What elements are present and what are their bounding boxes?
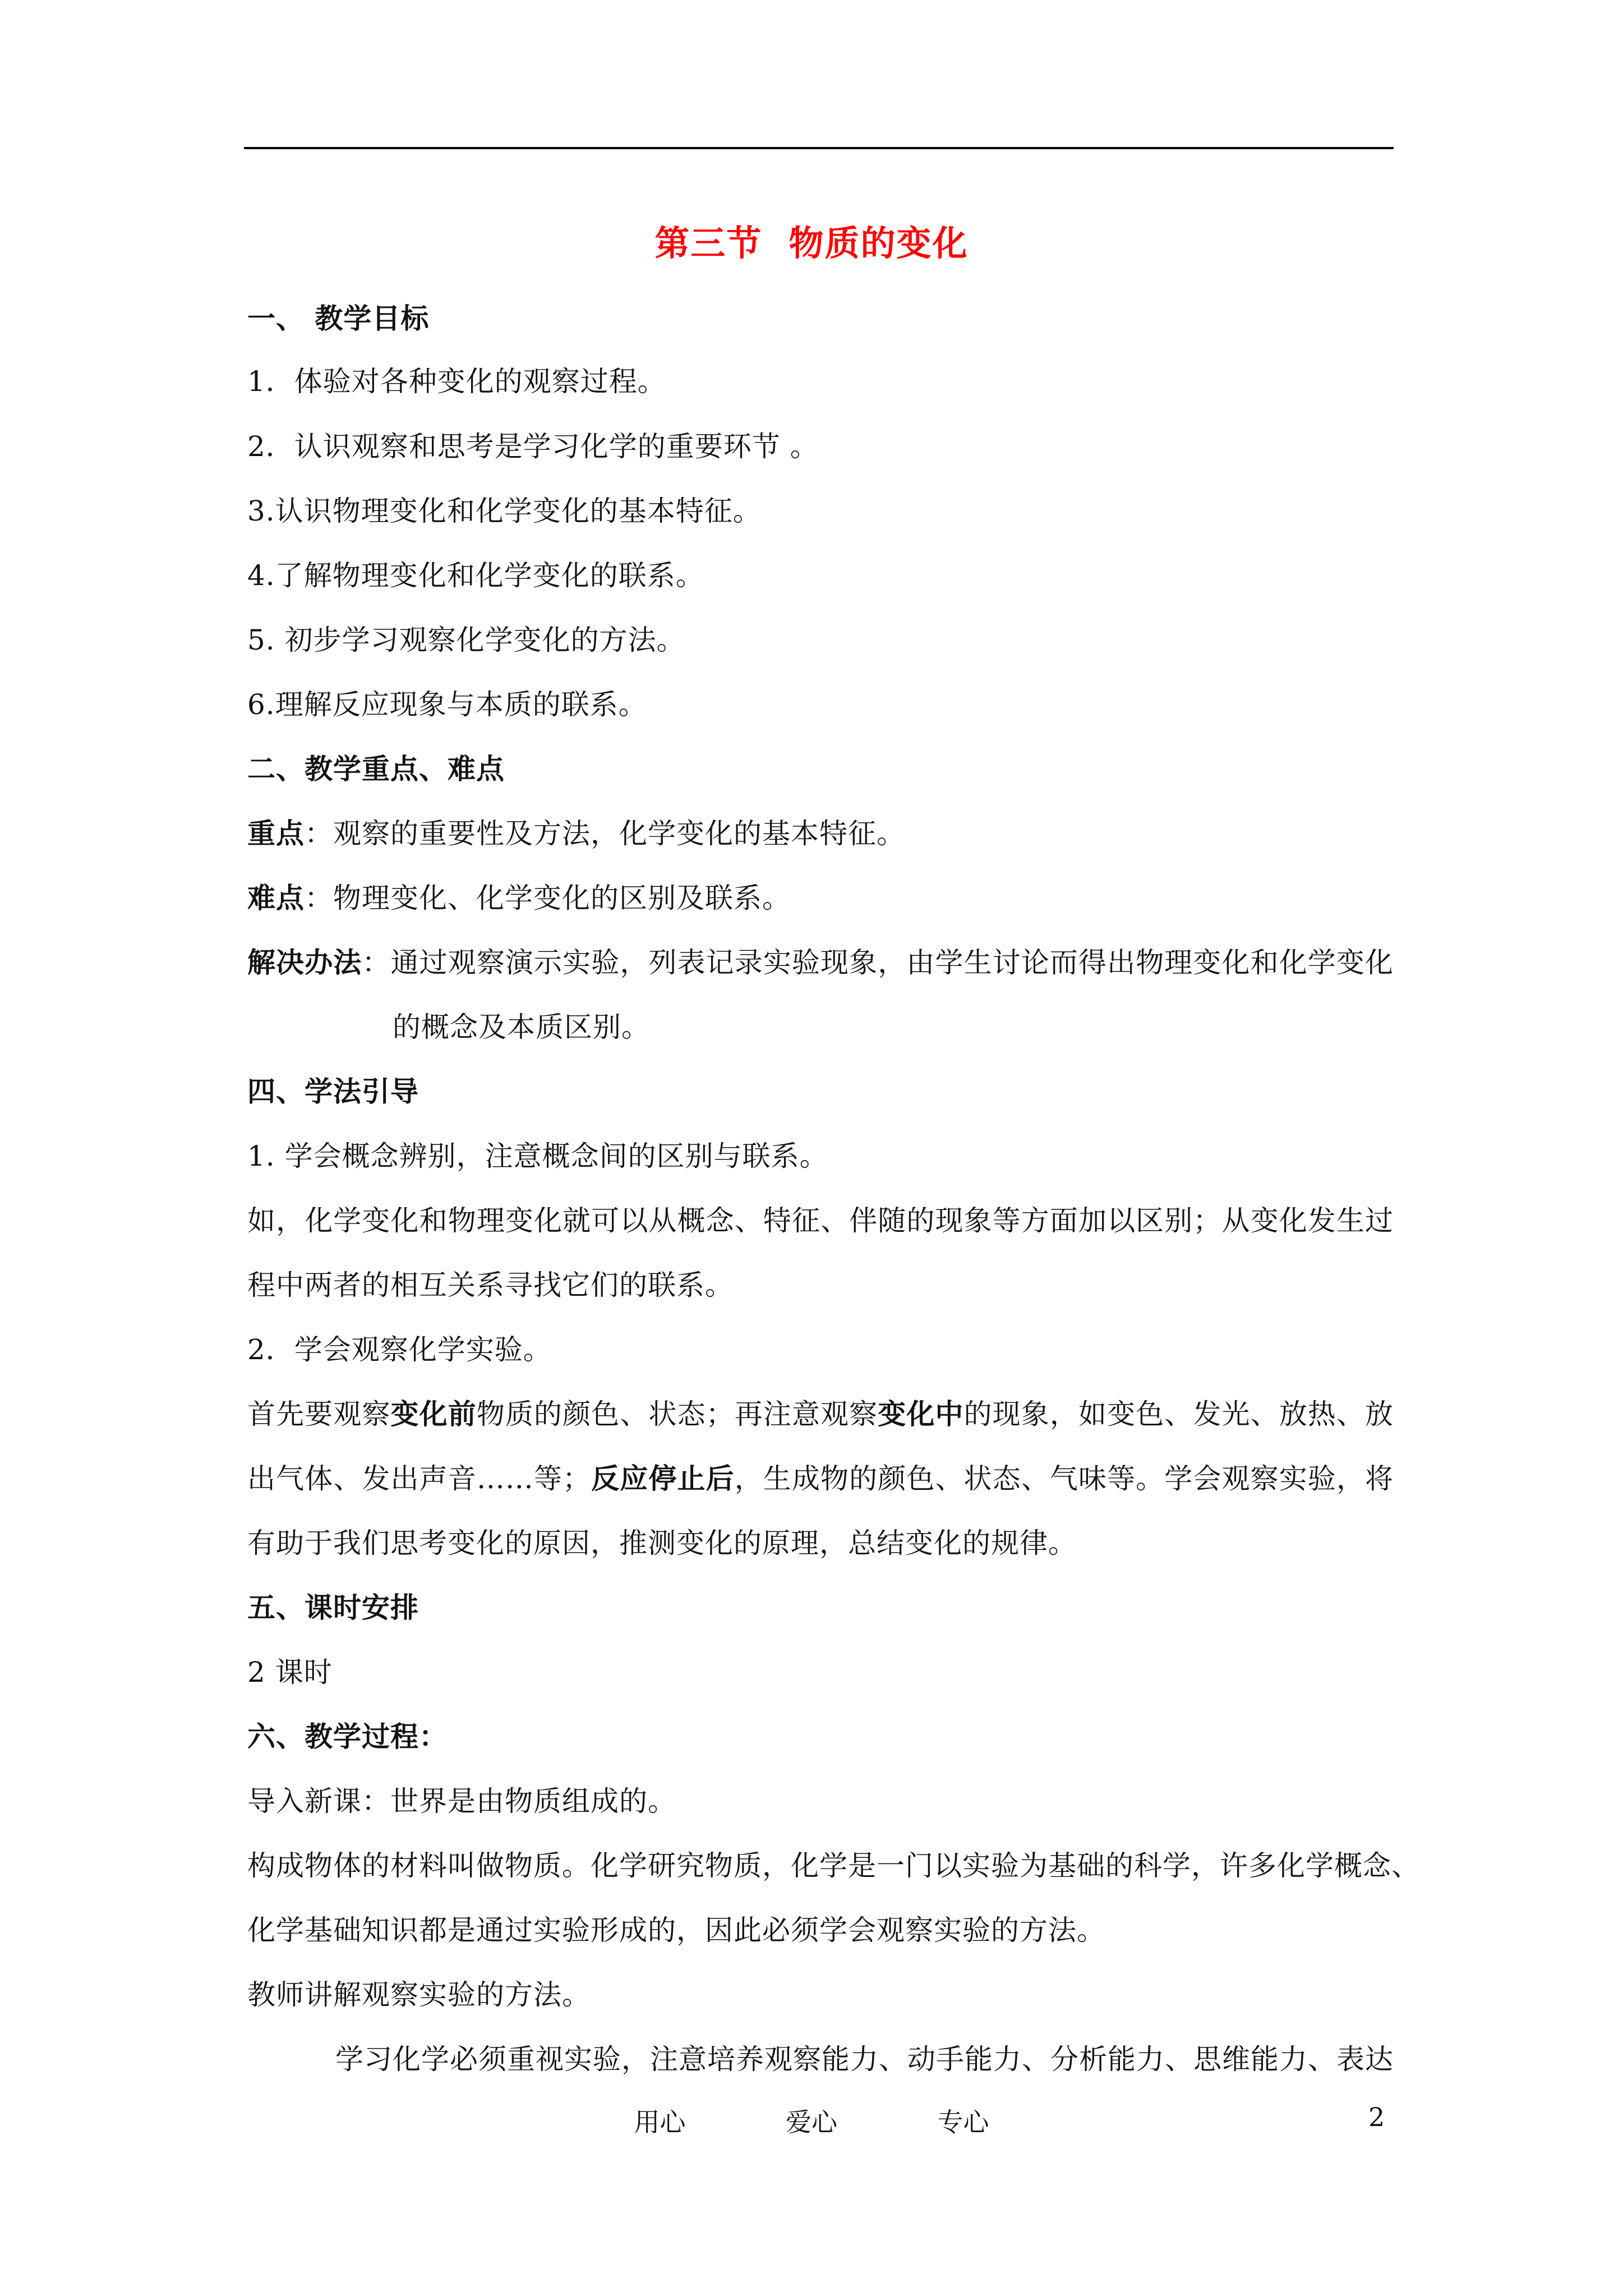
process-line-2: 构成物体的材料叫做物质。化学研究物质，化学是一门以实验为基础的科学，许多化学概念、 bbox=[247, 1849, 1420, 1882]
difficulty-text: ：物理变化、化学变化的区别及联系。 bbox=[305, 882, 791, 914]
page-title: 第三节 物质的变化 bbox=[654, 223, 969, 264]
difficulty-label: 难点 bbox=[247, 881, 305, 914]
solution-line-1 bbox=[247, 944, 1394, 981]
keypoint-zhongdian bbox=[247, 815, 905, 852]
section-heading-process: 六、教学过程： bbox=[247, 1720, 448, 1753]
p2-text-h: ，生成物的颜色、状态、气味等。学会观察实验，将 bbox=[734, 1462, 1394, 1495]
keypoint-text: ：观察的重要性及方法，化学变化的基本特征。 bbox=[305, 817, 905, 850]
solution-text: ：通过观察演示实验，列表记录实验现象，由学生讨论而得出物理变化和化学变化 bbox=[362, 946, 1394, 979]
process-line-5: 学习化学必须重视实验，注意培养观察能力、动手能力、分析能力、思维能力、表达 bbox=[335, 2043, 1394, 2076]
objective-item-1: 1．体验对各种变化的观察过程。 bbox=[247, 365, 666, 398]
study-item-2 bbox=[247, 1331, 552, 1368]
study-paragraph-1-line-2: 程中两者的相互关系寻找它们的联系。 bbox=[247, 1269, 734, 1301]
page-number: 2 bbox=[1368, 2102, 1385, 2132]
p2-text-c: 物质的颜色、状态；再注意观察 bbox=[476, 1398, 878, 1430]
objective-item-2: 2．认识观察和思考是学习化学的重要环节 。 bbox=[247, 430, 819, 463]
study-paragraph-2-line-3: 有助于我们思考变化的原因，推测变化的原理，总结变化的规律。 bbox=[247, 1527, 1077, 1559]
solution-line-2: 的概念及本质区别。 bbox=[393, 1011, 650, 1043]
study-paragraph-2-line-1 bbox=[247, 1396, 1394, 1433]
section-heading-study-method: 四、学法引导 bbox=[247, 1075, 419, 1108]
schedule-text: 2 课时 bbox=[247, 1656, 333, 1688]
solution-label: 解决办法 bbox=[247, 946, 362, 979]
p2-bold-before: 变化前 bbox=[390, 1397, 477, 1430]
keypoint-nandian bbox=[247, 880, 791, 917]
p2-bold-after: 反应停止后 bbox=[591, 1462, 735, 1495]
study-item-2-text: 2．学会观察化学实验。 bbox=[247, 1333, 552, 1366]
study-paragraph-1-line-1: 如，化学变化和物理变化就可以从概念、特征、伴随的现象等方面加以区别；从变化发生过 bbox=[247, 1204, 1394, 1237]
p2-text-e: 的现象，如变色、发光、放热、放 bbox=[963, 1398, 1394, 1430]
p2-bold-during: 变化中 bbox=[878, 1397, 964, 1430]
study-paragraph-2-line-2 bbox=[247, 1460, 1394, 1497]
keypoint-label: 重点 bbox=[247, 817, 305, 850]
header-rule bbox=[244, 147, 1394, 149]
objective-item-5: 5. 初步学习观察化学变化的方法。 bbox=[247, 624, 685, 656]
section-heading-keypoints: 二、教学重点、难点 bbox=[247, 752, 505, 785]
footer-motto-text: 用心 爱心 专心 bbox=[634, 2107, 989, 2137]
objective-item-4: 4.了解物理变化和化学变化的联系。 bbox=[247, 559, 704, 592]
objective-item-6: 6.理解反应现象与本质的联系。 bbox=[247, 688, 647, 721]
objective-item-3: 3.认识物理变化和化学变化的基本特征。 bbox=[247, 495, 762, 527]
study-item-1: 1. 学会概念辨别，注意概念间的区别与联系。 bbox=[247, 1140, 828, 1172]
process-line-4: 教师讲解观察实验的方法。 bbox=[247, 1978, 591, 2011]
section-heading-schedule: 五、课时安排 bbox=[247, 1591, 419, 1624]
process-line-1: 导入新课：世界是由物质组成的。 bbox=[247, 1785, 676, 1818]
p2-text-f: 出气体、发出声音……等； bbox=[247, 1462, 592, 1495]
p2-text-a: 首先要观察 bbox=[247, 1398, 391, 1430]
process-line-3: 化学基础知识都是通过实验形成的，因此必须学会观察实验的方法。 bbox=[247, 1914, 1105, 1947]
section-heading-objectives: 一、 教学目标 bbox=[247, 302, 430, 335]
